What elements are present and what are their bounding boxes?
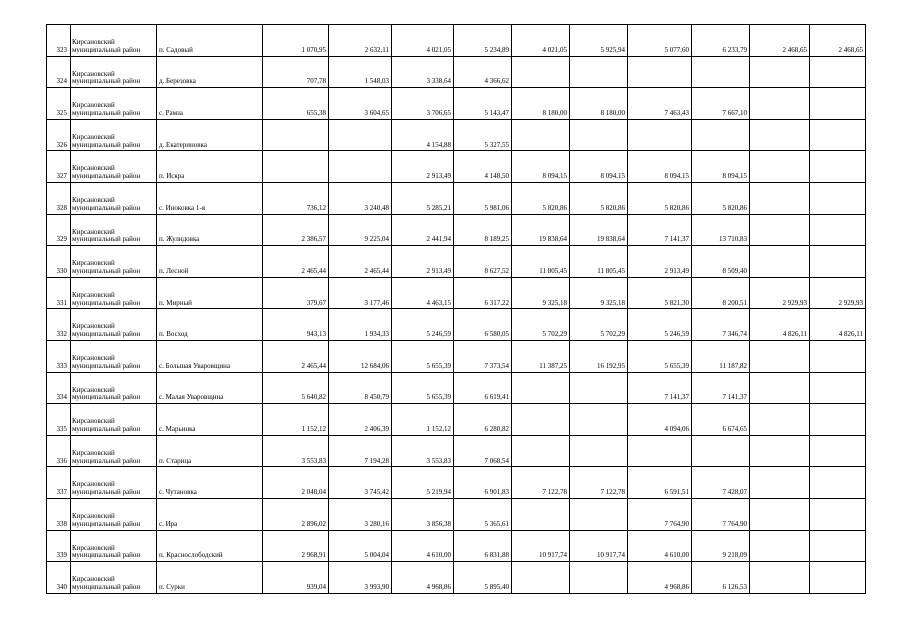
value-cell bbox=[512, 404, 570, 436]
settlement-cell: п. Искра bbox=[157, 151, 263, 183]
value-cell: 9 325,18 bbox=[512, 277, 570, 309]
value-cell bbox=[329, 119, 392, 151]
value-cell: 3 993,90 bbox=[329, 562, 392, 594]
tariff-table bbox=[46, 24, 866, 594]
value-cell bbox=[810, 182, 866, 214]
value-cell: 5 702,29 bbox=[570, 309, 628, 341]
value-cell: 6 901,83 bbox=[454, 467, 512, 499]
value-cell: 5 004,04 bbox=[329, 530, 392, 562]
value-cell: 8 189,25 bbox=[454, 214, 512, 246]
value-cell: 3 177,46 bbox=[329, 277, 392, 309]
value-cell: 5 820,86 bbox=[628, 182, 692, 214]
value-cell bbox=[750, 372, 810, 404]
value-cell bbox=[810, 119, 866, 151]
row-number-cell: 334 bbox=[47, 372, 71, 404]
value-cell bbox=[810, 56, 866, 88]
settlement-cell: п. Жулидовка bbox=[157, 214, 263, 246]
settlement-cell: д. Березовка bbox=[157, 56, 263, 88]
value-cell: 2 441,94 bbox=[392, 214, 454, 246]
district-cell: Кирсановский муниципальный район bbox=[71, 182, 157, 214]
value-cell bbox=[750, 340, 810, 372]
table-row bbox=[47, 562, 866, 594]
value-cell bbox=[750, 119, 810, 151]
table-row bbox=[47, 530, 866, 562]
value-cell: 10 917,74 bbox=[512, 530, 570, 562]
value-cell: 5 365,61 bbox=[454, 498, 512, 530]
value-cell: 5 702,29 bbox=[512, 309, 570, 341]
value-cell: 6 126,53 bbox=[692, 562, 750, 594]
value-cell: 2 913,49 bbox=[392, 246, 454, 278]
value-cell: 2 913,49 bbox=[628, 246, 692, 278]
value-cell bbox=[750, 246, 810, 278]
value-cell: 7 373,54 bbox=[454, 340, 512, 372]
value-cell bbox=[750, 562, 810, 594]
value-cell: 2 465,44 bbox=[329, 246, 392, 278]
value-cell bbox=[570, 435, 628, 467]
value-cell: 6 619,41 bbox=[454, 372, 512, 404]
settlement-cell: д. Екатериновка bbox=[157, 119, 263, 151]
row-number-cell: 330 bbox=[47, 246, 71, 278]
value-cell bbox=[692, 119, 750, 151]
row-number-cell: 327 bbox=[47, 151, 71, 183]
value-cell bbox=[512, 372, 570, 404]
settlement-cell: п. Садовый bbox=[157, 25, 263, 57]
value-cell bbox=[750, 467, 810, 499]
value-cell: 939,04 bbox=[263, 562, 329, 594]
settlement-cell: п. Старица bbox=[157, 435, 263, 467]
value-cell: 2 468,65 bbox=[750, 25, 810, 57]
table-row bbox=[47, 119, 866, 151]
table-row bbox=[47, 25, 866, 57]
district-cell: Кирсановский муниципальный район bbox=[71, 435, 157, 467]
value-cell: 2 929,93 bbox=[750, 277, 810, 309]
table-row bbox=[47, 498, 866, 530]
value-cell: 2 465,44 bbox=[263, 340, 329, 372]
district-cell: Кирсановский муниципальный район bbox=[71, 372, 157, 404]
value-cell: 7 428,07 bbox=[692, 467, 750, 499]
value-cell: 9 218,09 bbox=[692, 530, 750, 562]
table-row bbox=[47, 246, 866, 278]
value-cell: 4 826,11 bbox=[810, 309, 866, 341]
district-cell: Кирсановский муниципальный район bbox=[71, 119, 157, 151]
value-cell: 5 143,47 bbox=[454, 88, 512, 120]
value-cell bbox=[810, 372, 866, 404]
settlement-cell: п. Краснослободский bbox=[157, 530, 263, 562]
value-cell: 1 070,95 bbox=[263, 25, 329, 57]
settlement-cell: с. Чутановка bbox=[157, 467, 263, 499]
value-cell: 5 246,59 bbox=[392, 309, 454, 341]
value-cell: 8 509,40 bbox=[692, 246, 750, 278]
value-cell: 7 122,78 bbox=[570, 467, 628, 499]
value-cell: 8 450,79 bbox=[329, 372, 392, 404]
district-cell: Кирсановский муниципальный район bbox=[71, 277, 157, 309]
value-cell bbox=[810, 530, 866, 562]
value-cell: 8 094,15 bbox=[692, 151, 750, 183]
value-cell: 1 934,33 bbox=[329, 309, 392, 341]
value-cell bbox=[810, 88, 866, 120]
value-cell: 8 180,00 bbox=[512, 88, 570, 120]
district-cell: Кирсановский муниципальный район bbox=[71, 498, 157, 530]
table-row bbox=[47, 435, 866, 467]
value-cell: 8 200,51 bbox=[692, 277, 750, 309]
value-cell: 5 655,39 bbox=[392, 340, 454, 372]
row-number-cell: 333 bbox=[47, 340, 71, 372]
value-cell: 736,12 bbox=[263, 182, 329, 214]
value-cell: 2 406,39 bbox=[329, 404, 392, 436]
table-row bbox=[47, 467, 866, 499]
settlement-cell: п. Мирный bbox=[157, 277, 263, 309]
value-cell: 6 674,65 bbox=[692, 404, 750, 436]
value-cell bbox=[750, 530, 810, 562]
value-cell bbox=[750, 56, 810, 88]
value-cell: 12 684,06 bbox=[329, 340, 392, 372]
value-cell: 3 553,83 bbox=[392, 435, 454, 467]
district-cell: Кирсановский муниципальный район bbox=[71, 562, 157, 594]
value-cell bbox=[750, 435, 810, 467]
value-cell bbox=[628, 435, 692, 467]
value-cell: 4 968,86 bbox=[628, 562, 692, 594]
value-cell: 5 655,39 bbox=[628, 340, 692, 372]
value-cell: 3 745,42 bbox=[329, 467, 392, 499]
value-cell: 5 981,06 bbox=[454, 182, 512, 214]
value-cell: 10 917,74 bbox=[570, 530, 628, 562]
value-cell: 2 632,11 bbox=[329, 25, 392, 57]
value-cell: 2 929,93 bbox=[810, 277, 866, 309]
value-cell bbox=[810, 151, 866, 183]
value-cell bbox=[810, 435, 866, 467]
table-row bbox=[47, 340, 866, 372]
value-cell: 2 968,91 bbox=[263, 530, 329, 562]
row-number-cell: 336 bbox=[47, 435, 71, 467]
settlement-cell: с. Большая Уваровщина bbox=[157, 340, 263, 372]
value-cell bbox=[628, 119, 692, 151]
table-row bbox=[47, 309, 866, 341]
settlement-cell: с. Малая Уваровщина bbox=[157, 372, 263, 404]
value-cell: 5 219,94 bbox=[392, 467, 454, 499]
value-cell: 8 627,52 bbox=[454, 246, 512, 278]
value-cell: 7 194,28 bbox=[329, 435, 392, 467]
value-cell: 11 387,25 bbox=[512, 340, 570, 372]
value-cell: 5 285,21 bbox=[392, 182, 454, 214]
value-cell: 7 141,37 bbox=[692, 372, 750, 404]
value-cell bbox=[570, 56, 628, 88]
value-cell: 379,67 bbox=[263, 277, 329, 309]
settlement-cell: с. Иноковка 1-я bbox=[157, 182, 263, 214]
district-cell: Кирсановский муниципальный район bbox=[71, 25, 157, 57]
district-cell: Кирсановский муниципальный район bbox=[71, 467, 157, 499]
value-cell: 7 764,90 bbox=[692, 498, 750, 530]
value-cell: 6 580,05 bbox=[454, 309, 512, 341]
value-cell: 7 068,54 bbox=[454, 435, 512, 467]
value-cell bbox=[810, 467, 866, 499]
value-cell bbox=[692, 56, 750, 88]
value-cell: 3 604,65 bbox=[329, 88, 392, 120]
value-cell: 5 821,30 bbox=[628, 277, 692, 309]
value-cell: 9 225,04 bbox=[329, 214, 392, 246]
value-cell: 4 021,05 bbox=[512, 25, 570, 57]
value-cell: 3 338,64 bbox=[392, 56, 454, 88]
value-cell: 7 463,43 bbox=[628, 88, 692, 120]
value-cell: 16 192,95 bbox=[570, 340, 628, 372]
settlement-cell: п. Сурки bbox=[157, 562, 263, 594]
district-cell: Кирсановский муниципальный район bbox=[71, 246, 157, 278]
value-cell: 1 152,12 bbox=[263, 404, 329, 436]
value-cell: 2 386,57 bbox=[263, 214, 329, 246]
row-number-cell: 324 bbox=[47, 56, 71, 88]
table-row bbox=[47, 88, 866, 120]
value-cell: 4 610,00 bbox=[392, 530, 454, 562]
row-number-cell: 323 bbox=[47, 25, 71, 57]
value-cell bbox=[263, 119, 329, 151]
value-cell: 707,78 bbox=[263, 56, 329, 88]
value-cell: 3 240,48 bbox=[329, 182, 392, 214]
value-cell bbox=[512, 119, 570, 151]
table-row bbox=[47, 372, 866, 404]
value-cell: 3 856,38 bbox=[392, 498, 454, 530]
row-number-cell: 338 bbox=[47, 498, 71, 530]
value-cell: 4 021,05 bbox=[392, 25, 454, 57]
value-cell: 2 048,04 bbox=[263, 467, 329, 499]
value-cell bbox=[570, 562, 628, 594]
value-cell: 7 122,78 bbox=[512, 467, 570, 499]
value-cell bbox=[263, 151, 329, 183]
value-cell: 4 154,88 bbox=[392, 119, 454, 151]
district-cell: Кирсановский муниципальный район bbox=[71, 530, 157, 562]
value-cell: 7 667,10 bbox=[692, 88, 750, 120]
value-cell: 2 896,02 bbox=[263, 498, 329, 530]
table-row bbox=[47, 151, 866, 183]
value-cell bbox=[570, 498, 628, 530]
value-cell bbox=[750, 182, 810, 214]
value-cell: 2 465,44 bbox=[263, 246, 329, 278]
table-row bbox=[47, 182, 866, 214]
row-number-cell: 331 bbox=[47, 277, 71, 309]
value-cell bbox=[512, 562, 570, 594]
value-cell bbox=[810, 340, 866, 372]
value-cell bbox=[570, 372, 628, 404]
value-cell: 13 710,83 bbox=[692, 214, 750, 246]
row-number-cell: 337 bbox=[47, 467, 71, 499]
table-body bbox=[47, 25, 866, 594]
value-cell bbox=[810, 214, 866, 246]
value-cell: 5 925,94 bbox=[570, 25, 628, 57]
value-cell: 3 553,83 bbox=[263, 435, 329, 467]
value-cell: 6 280,82 bbox=[454, 404, 512, 436]
value-cell: 19 838,64 bbox=[512, 214, 570, 246]
value-cell bbox=[810, 404, 866, 436]
district-cell: Кирсановский муниципальный район bbox=[71, 214, 157, 246]
value-cell: 6 831,88 bbox=[454, 530, 512, 562]
district-cell: Кирсановский муниципальный район bbox=[71, 56, 157, 88]
value-cell: 3 280,16 bbox=[329, 498, 392, 530]
value-cell: 4 094,06 bbox=[628, 404, 692, 436]
row-number-cell: 335 bbox=[47, 404, 71, 436]
value-cell bbox=[810, 498, 866, 530]
district-cell: Кирсановский муниципальный район bbox=[71, 151, 157, 183]
settlement-cell: с. Рамза bbox=[157, 88, 263, 120]
row-number-cell: 326 bbox=[47, 119, 71, 151]
table-row bbox=[47, 404, 866, 436]
value-cell bbox=[570, 404, 628, 436]
value-cell: 6 591,51 bbox=[628, 467, 692, 499]
district-cell: Кирсановский муниципальный район bbox=[71, 88, 157, 120]
value-cell bbox=[692, 435, 750, 467]
value-cell: 4 366,62 bbox=[454, 56, 512, 88]
value-cell bbox=[512, 498, 570, 530]
value-cell: 5 820,86 bbox=[692, 182, 750, 214]
value-cell: 5 327,55 bbox=[454, 119, 512, 151]
value-cell bbox=[750, 88, 810, 120]
value-cell: 7 141,37 bbox=[628, 372, 692, 404]
value-cell: 7 346,74 bbox=[692, 309, 750, 341]
value-cell: 5 820,86 bbox=[570, 182, 628, 214]
value-cell bbox=[810, 562, 866, 594]
row-number-cell: 339 bbox=[47, 530, 71, 562]
value-cell: 5 077,60 bbox=[628, 25, 692, 57]
value-cell: 655,38 bbox=[263, 88, 329, 120]
value-cell bbox=[628, 56, 692, 88]
value-cell: 7 764,90 bbox=[628, 498, 692, 530]
value-cell bbox=[512, 56, 570, 88]
row-number-cell: 340 bbox=[47, 562, 71, 594]
district-cell: Кирсановский муниципальный район bbox=[71, 309, 157, 341]
value-cell: 1 152,12 bbox=[392, 404, 454, 436]
value-cell: 1 548,03 bbox=[329, 56, 392, 88]
value-cell: 3 706,65 bbox=[392, 88, 454, 120]
value-cell: 6 317,22 bbox=[454, 277, 512, 309]
district-cell: Кирсановский муниципальный район bbox=[71, 340, 157, 372]
value-cell: 4 826,11 bbox=[750, 309, 810, 341]
value-cell: 5 640,82 bbox=[263, 372, 329, 404]
table-row bbox=[47, 214, 866, 246]
value-cell: 4 148,50 bbox=[454, 151, 512, 183]
table-row bbox=[47, 277, 866, 309]
value-cell: 5 246,59 bbox=[628, 309, 692, 341]
value-cell bbox=[512, 435, 570, 467]
value-cell: 8 180,00 bbox=[570, 88, 628, 120]
table-row bbox=[47, 56, 866, 88]
value-cell: 7 141,37 bbox=[628, 214, 692, 246]
value-cell bbox=[810, 246, 866, 278]
value-cell bbox=[570, 119, 628, 151]
row-number-cell: 329 bbox=[47, 214, 71, 246]
value-cell: 19 838,64 bbox=[570, 214, 628, 246]
value-cell bbox=[329, 151, 392, 183]
value-cell: 6 233,79 bbox=[692, 25, 750, 57]
value-cell: 4 610,00 bbox=[628, 530, 692, 562]
value-cell: 8 094,15 bbox=[628, 151, 692, 183]
row-number-cell: 325 bbox=[47, 88, 71, 120]
value-cell: 11 805,45 bbox=[512, 246, 570, 278]
value-cell: 8 094,15 bbox=[570, 151, 628, 183]
settlement-cell: с. Марьинка bbox=[157, 404, 263, 436]
row-number-cell: 328 bbox=[47, 182, 71, 214]
value-cell: 9 325,18 bbox=[570, 277, 628, 309]
row-number-cell: 332 bbox=[47, 309, 71, 341]
value-cell: 11 805,45 bbox=[570, 246, 628, 278]
district-cell: Кирсановский муниципальный район bbox=[71, 404, 157, 436]
value-cell: 5 895,40 bbox=[454, 562, 512, 594]
value-cell: 5 234,89 bbox=[454, 25, 512, 57]
value-cell: 2 913,49 bbox=[392, 151, 454, 183]
value-cell: 943,13 bbox=[263, 309, 329, 341]
settlement-cell: п. Лесной bbox=[157, 246, 263, 278]
value-cell: 4 968,86 bbox=[392, 562, 454, 594]
value-cell: 8 094,15 bbox=[512, 151, 570, 183]
value-cell bbox=[750, 404, 810, 436]
settlement-cell: с. Ира bbox=[157, 498, 263, 530]
value-cell bbox=[750, 498, 810, 530]
value-cell: 5 820,86 bbox=[512, 182, 570, 214]
settlement-cell: п. Восход bbox=[157, 309, 263, 341]
value-cell bbox=[750, 151, 810, 183]
value-cell bbox=[750, 214, 810, 246]
value-cell: 11 187,82 bbox=[692, 340, 750, 372]
value-cell: 4 463,15 bbox=[392, 277, 454, 309]
value-cell: 2 468,65 bbox=[810, 25, 866, 57]
value-cell: 5 655,39 bbox=[392, 372, 454, 404]
